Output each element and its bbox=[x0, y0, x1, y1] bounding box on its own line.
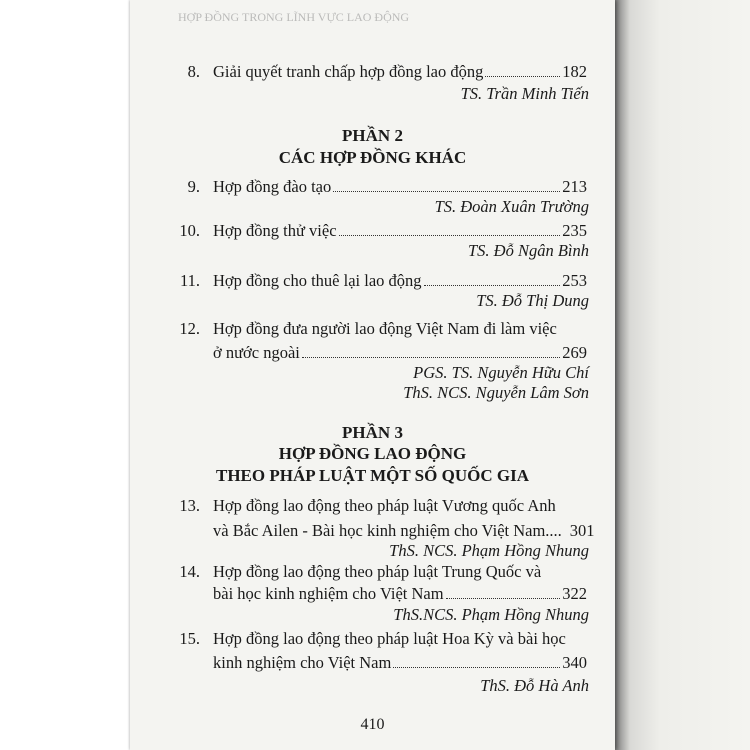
entry-title: Hợp đồng lao động theo pháp luật Vương quốc Anh bbox=[213, 496, 556, 515]
dot-leader bbox=[446, 597, 561, 599]
entry-title: Hợp đồng đưa người lao động Việt Nam đi làm việc bbox=[213, 319, 557, 338]
entry-title: Hợp đồng thử việc bbox=[213, 221, 337, 240]
dot-leader bbox=[485, 75, 560, 77]
dot-leader bbox=[393, 666, 560, 668]
entry-author: TS. Đoàn Xuân Trường bbox=[434, 197, 589, 216]
section-title: CÁC HỢP ĐỒNG KHÁC bbox=[278, 148, 467, 167]
section-label: PHẦN 3 bbox=[342, 423, 403, 442]
entry-page: 322 bbox=[562, 584, 587, 603]
entry-title: Hợp đồng lao động theo pháp luật Hoa Kỳ và bài học bbox=[213, 629, 566, 648]
entry-page: 269 bbox=[562, 343, 587, 362]
entry-title: Giải quyết tranh chấp hợp đồng lao động bbox=[213, 62, 484, 81]
book-edge bbox=[600, 0, 750, 750]
section-label: PHẦN 2 bbox=[342, 126, 403, 145]
section-title: HỢP ĐỒNG LAO ĐỘNG bbox=[278, 444, 467, 463]
entry-number: 15. bbox=[179, 629, 200, 648]
entry-page: 235 bbox=[562, 221, 587, 240]
entry-author: ThS. NCS. Nguyễn Lâm Sơn bbox=[403, 383, 589, 402]
entry-page: 182 bbox=[562, 62, 587, 81]
entry-page: 253 bbox=[562, 271, 587, 290]
page-number: 410 bbox=[360, 716, 385, 733]
entry-page: 340 bbox=[562, 653, 587, 672]
dot-leader bbox=[424, 284, 561, 286]
dot-leader bbox=[333, 190, 560, 192]
entry-title-continued: bài học kinh nghiệm cho Việt Nam bbox=[213, 584, 444, 603]
entry-author: PGS. TS. Nguyễn Hữu Chí bbox=[413, 363, 589, 382]
entry-title-continued: kinh nghiệm cho Việt Nam bbox=[213, 653, 392, 672]
entry-author: ThS. NCS. Phạm Hồng Nhung bbox=[389, 541, 589, 560]
entry-title-continued: ở nước ngoài bbox=[213, 343, 300, 362]
section-title: THEO PHÁP LUẬT MỘT SỐ QUỐC GIA bbox=[216, 466, 529, 485]
entry-author: TS. Đỗ Thị Dung bbox=[476, 291, 589, 310]
entry-page: 301 bbox=[569, 521, 595, 540]
entry-number: 10. bbox=[179, 221, 200, 240]
entry-author: ThS.NCS. Phạm Hồng Nhung bbox=[393, 605, 589, 624]
entry-number: 12. bbox=[179, 319, 200, 338]
table-of-contents bbox=[130, 0, 615, 750]
entry-number: 13. bbox=[179, 496, 200, 515]
entry-title: Hợp đồng cho thuê lại lao động bbox=[213, 271, 422, 290]
entry-title: Hợp đồng đào tạo bbox=[213, 177, 332, 196]
entry-page: 213 bbox=[562, 177, 587, 196]
dot-leader bbox=[339, 234, 561, 236]
entry-author: TS. Trần Minh Tiến bbox=[460, 84, 589, 103]
entry-number: 14. bbox=[179, 562, 200, 581]
entry-number: 11. bbox=[179, 271, 200, 290]
dot-leader bbox=[302, 356, 560, 358]
entry-author: TS. Đỗ Ngân Bình bbox=[467, 241, 589, 260]
entry-author: ThS. Đỗ Hà Anh bbox=[480, 676, 589, 695]
entry-title: Hợp đồng lao động theo pháp luật Trung Quốc và bbox=[213, 562, 542, 581]
bleed-through-header: HỢP ĐỒNG TRONG LĨNH VỰC LAO ĐỘNG bbox=[178, 10, 410, 24]
book-page bbox=[130, 0, 615, 750]
entry-title-continued: và Bắc Ailen - Bài học kinh nghiệm cho Việt Nam.... bbox=[213, 521, 562, 540]
entry-number: 9. bbox=[187, 177, 200, 196]
entry-number: 8. bbox=[187, 62, 200, 81]
